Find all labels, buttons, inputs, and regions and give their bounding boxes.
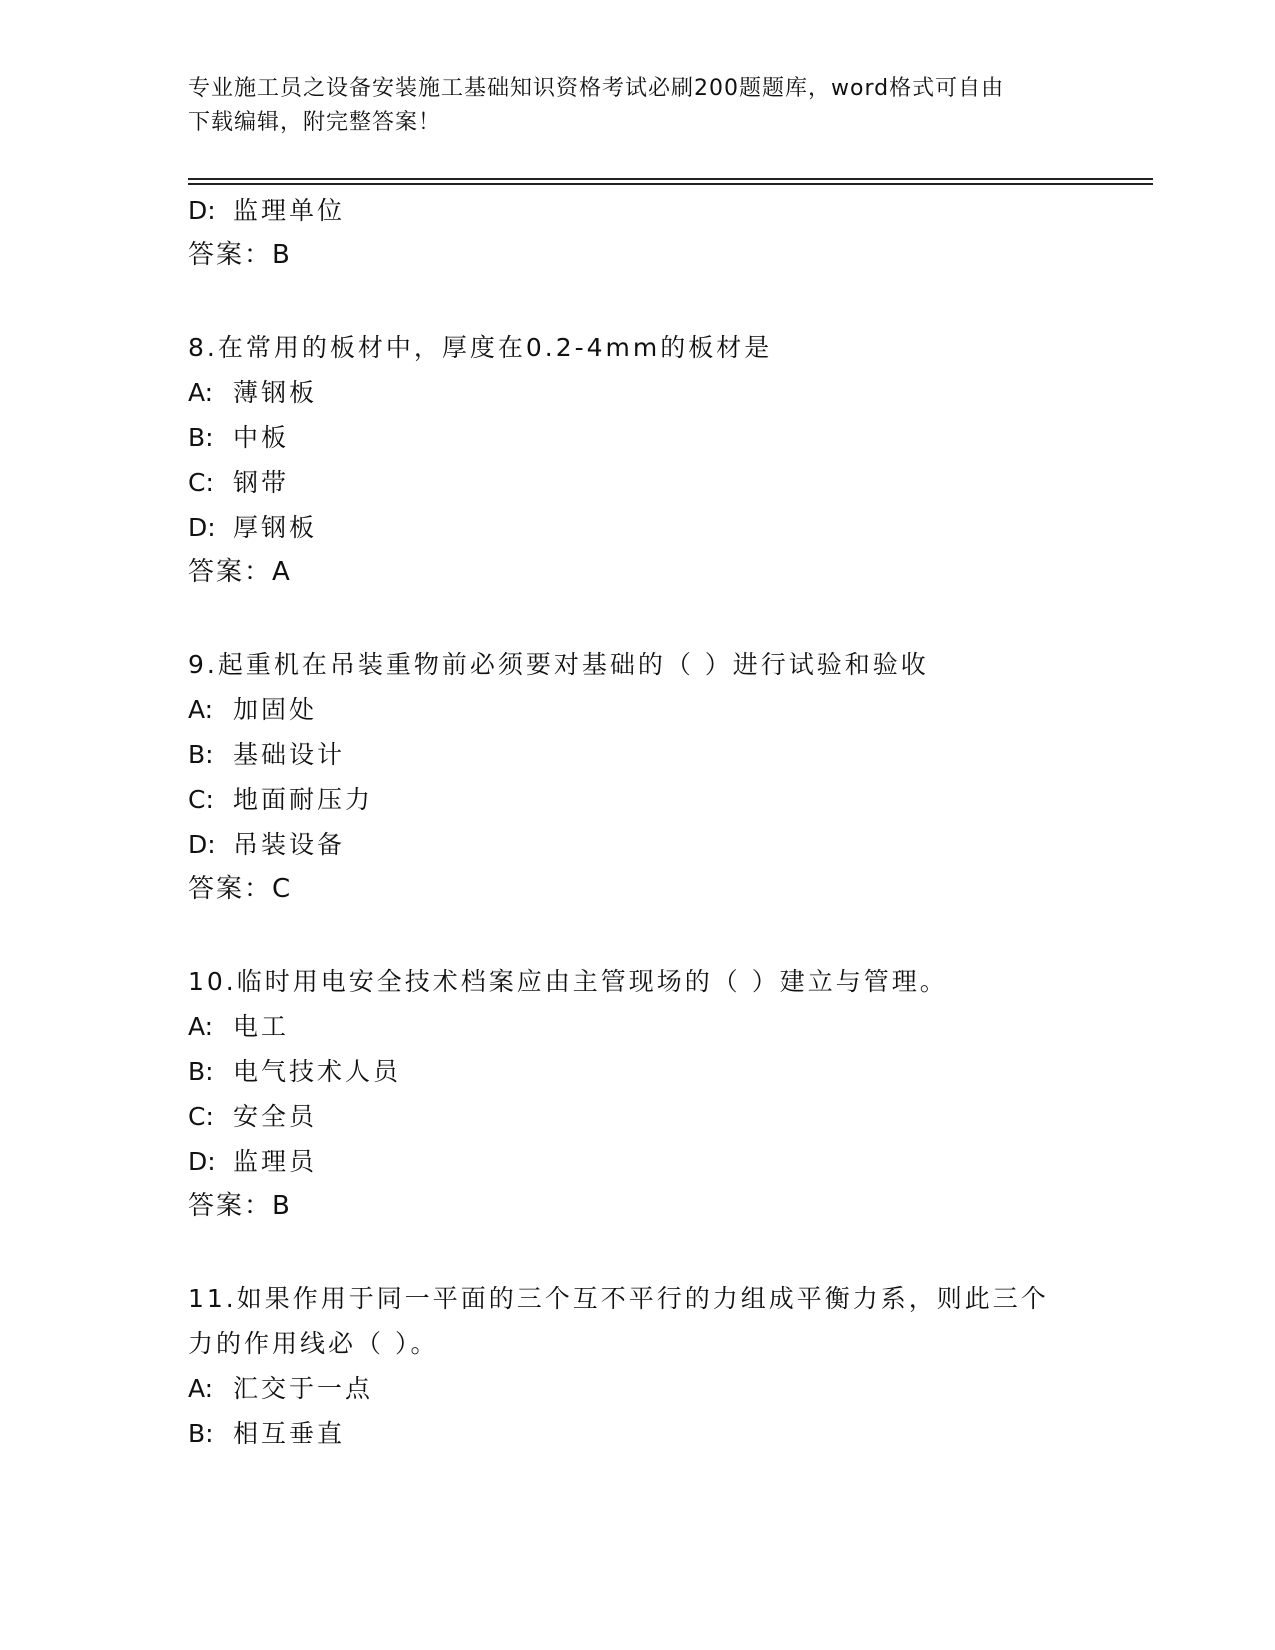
option-text: 地面耐压力 — [233, 785, 374, 814]
option-tag: D: — [188, 1147, 216, 1176]
option-tag: D: — [188, 513, 216, 542]
option-b — [188, 732, 1088, 777]
option-tag: B: — [188, 423, 214, 452]
option-text: 基础设计 — [233, 740, 346, 769]
option-text: 监理员 — [233, 1147, 318, 1176]
answer: 答案：B — [188, 1191, 292, 1221]
option-d — [188, 1139, 1088, 1184]
option-tag: A: — [188, 1012, 214, 1041]
option-tag: C: — [188, 1102, 214, 1131]
option-text: 监理单位 — [233, 196, 346, 225]
option-tag: B: — [188, 740, 214, 769]
question-stem: 8.在常用的板材中，厚度在0.2-4mm的板材是 — [188, 333, 773, 362]
option-tag: B: — [188, 1057, 214, 1086]
option-tag: C: — [188, 468, 214, 497]
option-tag: B: — [188, 1419, 214, 1448]
option-text: 钢带 — [233, 468, 290, 497]
question-list — [188, 188, 1088, 1456]
header-rule-top — [188, 178, 1153, 180]
option-text: 电工 — [233, 1012, 290, 1041]
option-c — [188, 1094, 1088, 1139]
page-header — [188, 72, 1088, 140]
option-c — [188, 460, 1088, 505]
question-stem: 9.起重机在吊装重物前必须要对基础的（ ）进行试验和验收 — [188, 650, 929, 679]
header-line-1: 专业施工员之设备安装施工基础知识资格考试必刷200题题库，word格式可自由 — [188, 76, 1005, 101]
header-rule-bottom — [188, 183, 1153, 185]
option-text: 吊装设备 — [233, 830, 346, 859]
option-d — [188, 505, 1088, 550]
option-b — [188, 415, 1088, 460]
option-d — [188, 188, 1088, 233]
header-line-2: 下载编辑，附完整答案！ — [188, 110, 442, 135]
option-text: 厚钢板 — [233, 513, 318, 542]
option-b — [188, 1411, 1088, 1456]
option-tag: C: — [188, 785, 214, 814]
option-a — [188, 1366, 1088, 1411]
option-a — [188, 1004, 1088, 1049]
option-tag: A: — [188, 695, 214, 724]
question-stem: 11.如果作用于同一平面的三个互不平行的力组成平衡力系，则此三个 — [188, 1284, 1049, 1313]
option-tag: A: — [188, 378, 214, 407]
option-text: 电气技术人员 — [233, 1057, 402, 1086]
option-text: 安全员 — [233, 1102, 318, 1131]
option-tag: D: — [188, 196, 216, 225]
question-stem-continued: 力的作用线必（ ）。 — [188, 1329, 439, 1358]
option-tag: A: — [188, 1374, 214, 1403]
option-tag: D: — [188, 830, 216, 859]
question-stem: 10.临时用电安全技术档案应由主管现场的（ ）建立与管理。 — [188, 967, 948, 996]
option-c — [188, 777, 1088, 822]
option-b — [188, 1049, 1088, 1094]
option-text: 加固处 — [233, 695, 318, 724]
answer: 答案：C — [188, 874, 293, 904]
option-text: 中板 — [233, 423, 290, 452]
option-d — [188, 822, 1088, 867]
answer: 答案：A — [188, 557, 292, 587]
option-text: 汇交于一点 — [233, 1374, 374, 1403]
option-a — [188, 687, 1088, 732]
option-text: 薄钢板 — [233, 378, 318, 407]
option-a — [188, 370, 1088, 415]
option-text: 相互垂直 — [233, 1419, 346, 1448]
answer: 答案：B — [188, 240, 292, 270]
